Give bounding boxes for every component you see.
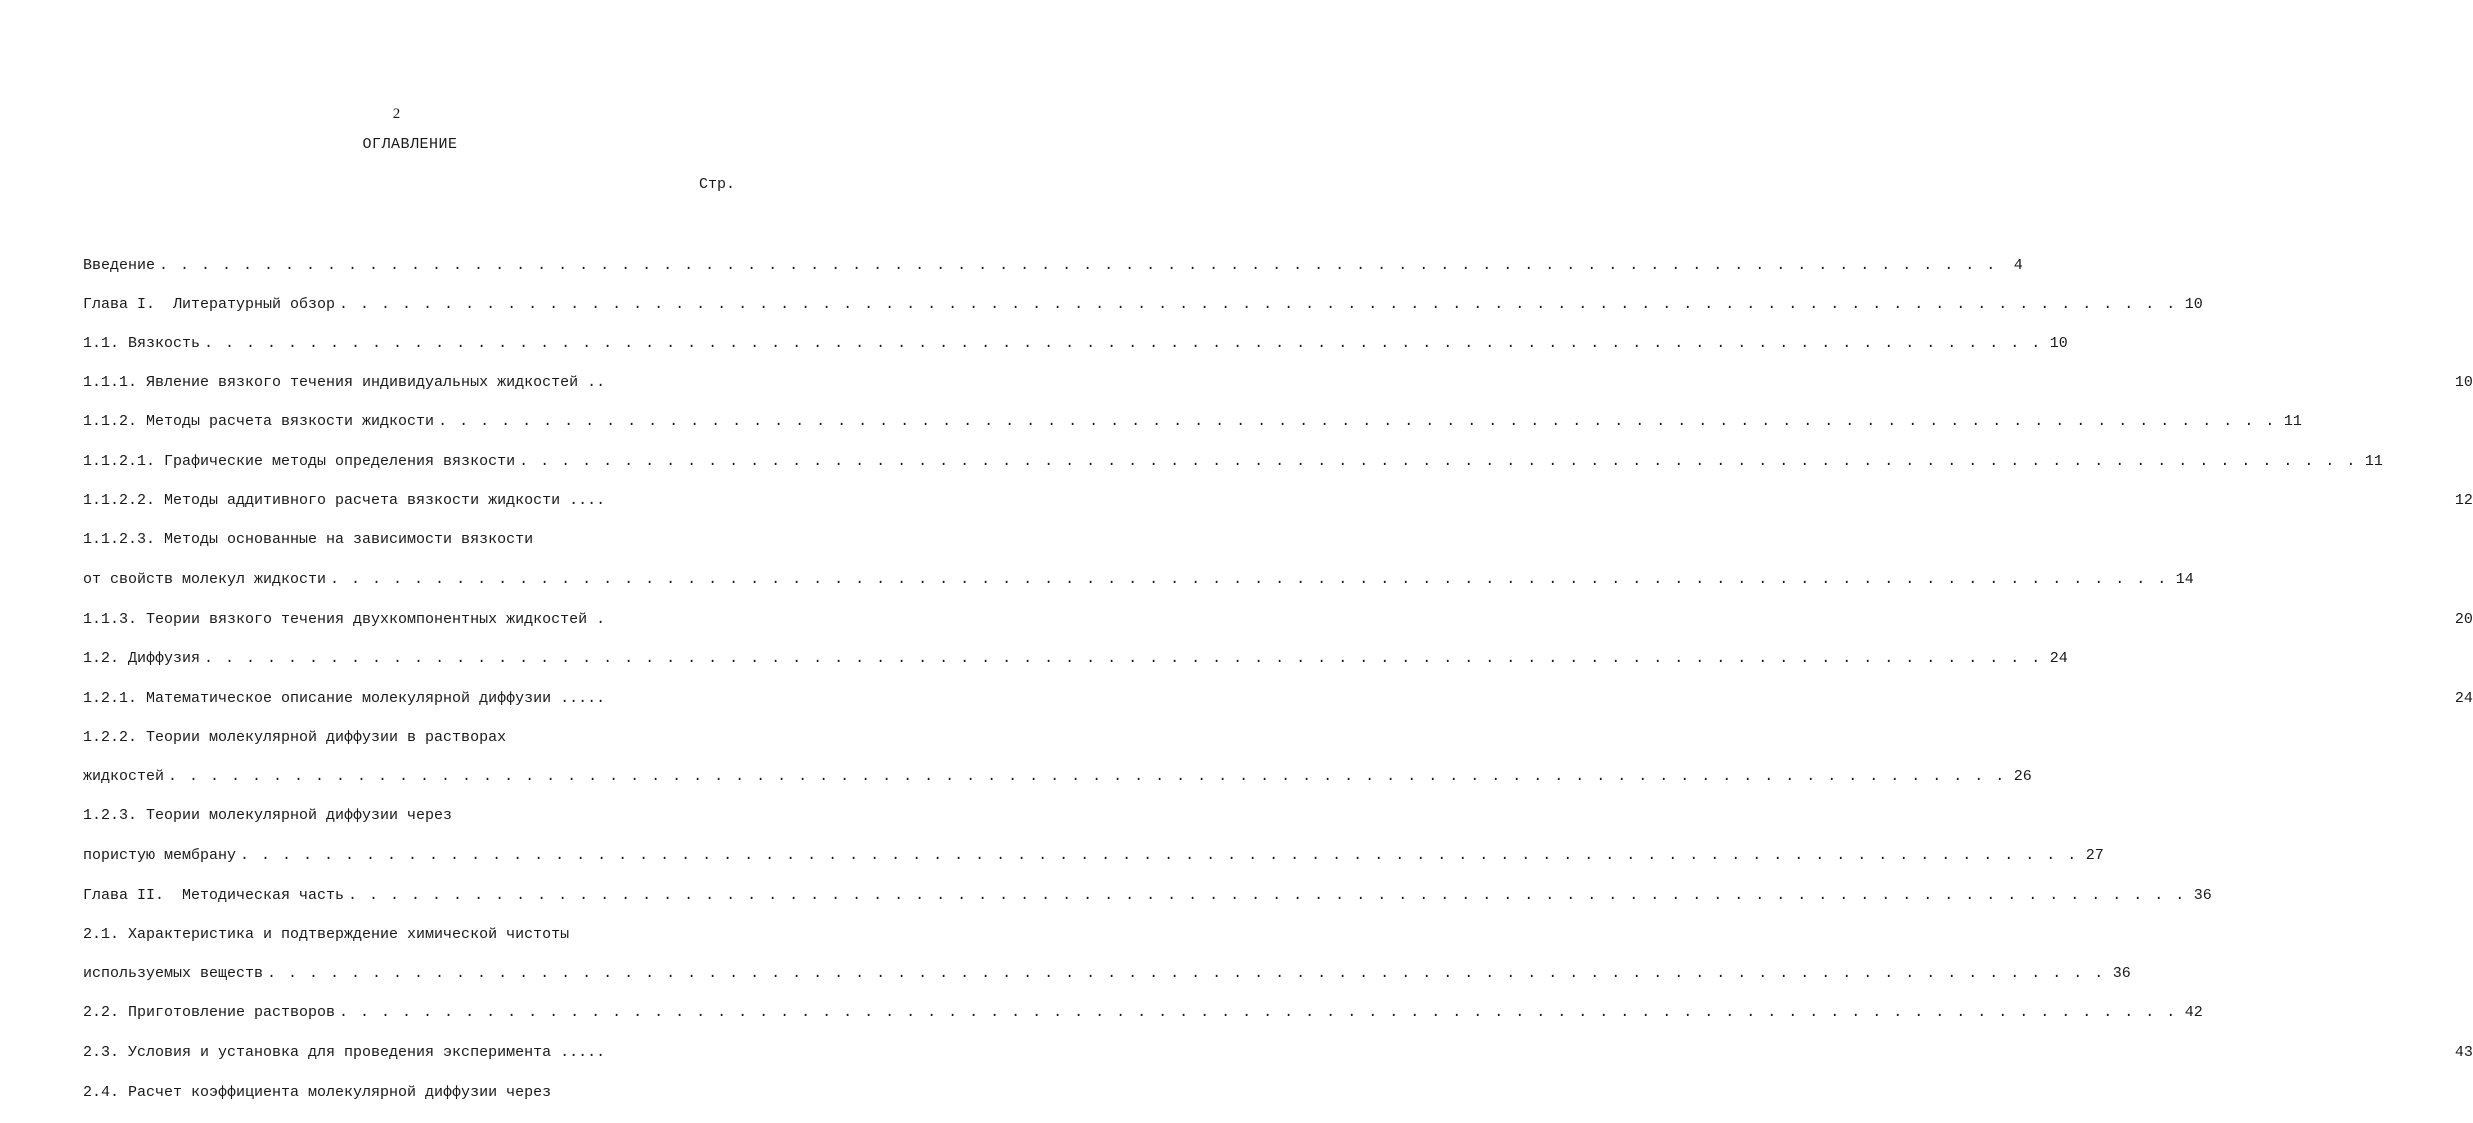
- toc-entry: [83, 333, 2473, 391]
- toc-entry: [83, 806, 2104, 864]
- toc-entry-text: 2.2. Приготовление растворов: [83, 1004, 336, 1021]
- toc-entry: [83, 649, 2473, 707]
- toc-entry: [83, 766, 727, 824]
- toc-entry-text: 1.1. Вязкость: [83, 335, 201, 352]
- toc-entry: [83, 924, 2131, 982]
- toc-entry: [83, 727, 2032, 785]
- toc-entry-text: Глава I. Литературный обзор: [83, 296, 336, 313]
- toc-entry-text: 1.1.2.2. Методы аддитивного расчета вязкости жидкости ....: [83, 492, 606, 509]
- toc-entry-page: 10: [2049, 335, 2068, 352]
- toc-entry-text: 1.1.2. Методы расчета вязкости жидкости: [83, 413, 435, 430]
- page-number: 2: [392, 106, 401, 122]
- toc-entry-text: 1.1.2.3. Методы основанные на зависимости вязкости: [83, 531, 534, 548]
- toc-entry: [83, 216, 2023, 274]
- toc-entry-page: 36: [2193, 887, 2212, 904]
- page-title: ОГЛАВЛЕНИЕ: [362, 136, 458, 153]
- toc-entry: [83, 451, 2473, 509]
- toc-entry-page: 26: [2013, 768, 2032, 785]
- toc-entry-text: Введение: [83, 257, 156, 274]
- toc-entry: [83, 530, 2194, 588]
- toc-entry-page: 12: [2454, 492, 2473, 509]
- toc-entry: [83, 255, 2203, 313]
- toc-entry-text: 1.2.1. Математическое описание молекулярной диффузии .....: [83, 690, 606, 707]
- toc-entry-text: 1.2. Диффузия: [83, 650, 201, 667]
- toc-entry-text: используемых веществ: [83, 965, 264, 982]
- toc-entry-page: 36: [2112, 965, 2131, 982]
- toc-entry: [83, 688, 727, 746]
- toc-entry-text: 1.1.3. Теории вязкого течения двухкомпонентных жидкостей .: [83, 611, 606, 628]
- toc-entry-page: 43: [2454, 1044, 2473, 1061]
- toc-entry: [83, 412, 2383, 470]
- toc-entry-text: 1.2.2. Теории молекулярной диффузии в растворах: [83, 729, 507, 746]
- toc-entry-text: Глава II. Методическая часть: [83, 887, 345, 904]
- toc-entry-page: 10: [2184, 296, 2203, 313]
- toc-entry-text: 2.4. Расчет коэффициента молекулярной диффузии через: [83, 1084, 552, 1101]
- toc-entry-page: 4: [2013, 257, 2023, 274]
- toc-entry: [83, 372, 2302, 430]
- toc-entry-text: 1.2.3. Теории молекулярной диффузии через: [83, 807, 453, 824]
- toc-entry: [83, 1043, 727, 1101]
- toc-entry-page: 20: [2454, 611, 2473, 628]
- toc-entry-text: 2.1. Характеристика и подтверждение химической чистоты: [83, 926, 570, 943]
- toc-entry-text: 1.1.2.1. Графические методы определения вязкости: [83, 453, 516, 470]
- toc-leader-dots: [519, 452, 2357, 472]
- toc-entry-text: пористую мембрану: [83, 847, 237, 864]
- toc-entry-text: 2.3. Условия и установка для проведения эксперимента .....: [83, 1044, 606, 1061]
- toc-entry-page: 27: [2085, 847, 2104, 864]
- toc-entry-page: 24: [2049, 650, 2068, 667]
- toc-entry: [83, 885, 727, 943]
- toc-entry: [83, 294, 2068, 352]
- toc-entry-page: 11: [2364, 453, 2383, 470]
- toc-entry-page: 42: [2184, 1004, 2203, 1021]
- toc-entry-page: 10: [2454, 374, 2473, 391]
- toc-entry-text: 1.1.1. Явление вязкого течения индивидуальных жидкостей ..: [83, 374, 606, 391]
- toc-entry-text: от свойств молекул жидкости: [83, 571, 327, 588]
- toc-entry: [83, 490, 727, 548]
- toc-entry: [83, 609, 2068, 667]
- toc-entry-page: 11: [2283, 413, 2302, 430]
- toc-entry-page: 24: [2454, 690, 2473, 707]
- toc-entry-page: 14: [2175, 571, 2194, 588]
- toc-entry-text: жидкостей: [83, 768, 165, 785]
- page-column-label: Стр.: [698, 176, 735, 193]
